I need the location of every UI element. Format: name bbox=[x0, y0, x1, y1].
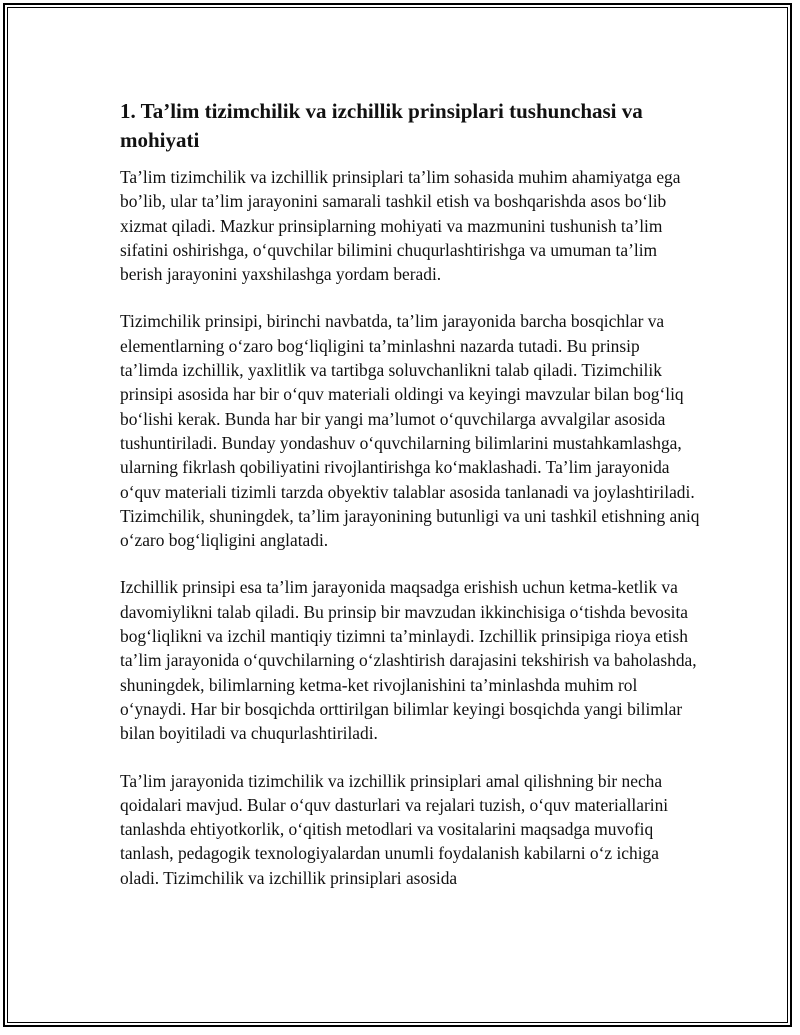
paragraph-2: Tizimchilik prinsipi, birinchi navbatda, ta’lim jarayonida barcha bosqichlar va elementlarning o‘zaro bog‘liqligini ta’minlashni nazarda tutadi. Bu prinsip ta’limda izchillik, yaxlitlik va tartibga soluvchanlikni talab qiladi. Tizimchilik prinsipi asosida har bir o‘quv materiali oldingi va keyingi mavzular bilan bog‘liq bo‘lishi kerak. Bunda har bir yangi ma’lumot o‘quvchilarga avvalgilar asosida tushuntiriladi. Bunday yondashuv o‘quvchilarning bilimlarini mustahkamlashga, ularning fikrlash qobiliyatini rivojlantirishga ko‘maklashadi. Ta’lim jarayonida o‘quv materiali tizimli tarzda obyektiv talablar asosida tanlanadi va joylashtiriladi. Tizimchilik, shuningdek, ta’lim jarayonining butunligi va uni tashkil etishning aniq o‘zaro bog‘liqligini anglatadi. bbox=[120, 311, 700, 551]
paragraph-4: Ta’lim jarayonida tizimchilik va izchillik prinsiplari amal qilishning bir necha qoidalari mavjud. Bular o‘quv dasturlari va rejalari tuzish, o‘quv materiallarini tanlashda ehtiyotkorlik, o‘qitish metodlari va vositalarini maqsadga muvofiq tanlash, pedagogik texnologiyalardan unumli foydalanish kabilarni o‘z ichiga oladi. Tizimchilik va izchillik prinsiplari asosida bbox=[120, 770, 669, 888]
document-content bbox=[120, 97, 700, 913]
paragraph-3: Izchillik prinsipi esa ta’lim jarayonida maqsadga erishish uchun ketma-ketlik va davomiylikni talab qiladi. Bu prinsip bir mavzudan ikkinchisiga o‘tishda bevosita bog‘liqlikni va izchil mantiqiy tizimni ta’minlaydi. Izchillik prinsipiga rioya etish ta’lim jarayonida o‘quvchilarning o‘zlashtirish darajasini tekshirish va baholashda, shuningdek, bilimlarning ketma-ket rivojlanishini ta’minlashda muhim rol o‘ynaydi. Har bir bosqichda orttirilgan bilimlar keyingi bosqichda yangi bilimlar bilan boyitiladi va chuqurlashtiriladi. bbox=[120, 577, 697, 744]
section-heading: 1. Ta’lim tizimchilik va izchillik prinsiplari tushunchasi va mohiyati bbox=[120, 99, 643, 152]
paragraph-1: Ta’lim tizimchilik va izchillik prinsiplari ta’lim sohasida muhim ahamiyatga ega bo’lib, ular ta’lim jarayonini samarali tashkil etish va boshqarishda asos bo‘lib xizmat qiladi. Mazkur prinsiplarning mohiyati va mazmunini tushunish ta’lim sifatini oshirishga, o‘quvchilar bilimini chuqurlashtirishga va umuman ta’lim berish jarayonini yaxshilashga yordam beradi. bbox=[120, 167, 681, 285]
document-page bbox=[3, 3, 792, 1027]
